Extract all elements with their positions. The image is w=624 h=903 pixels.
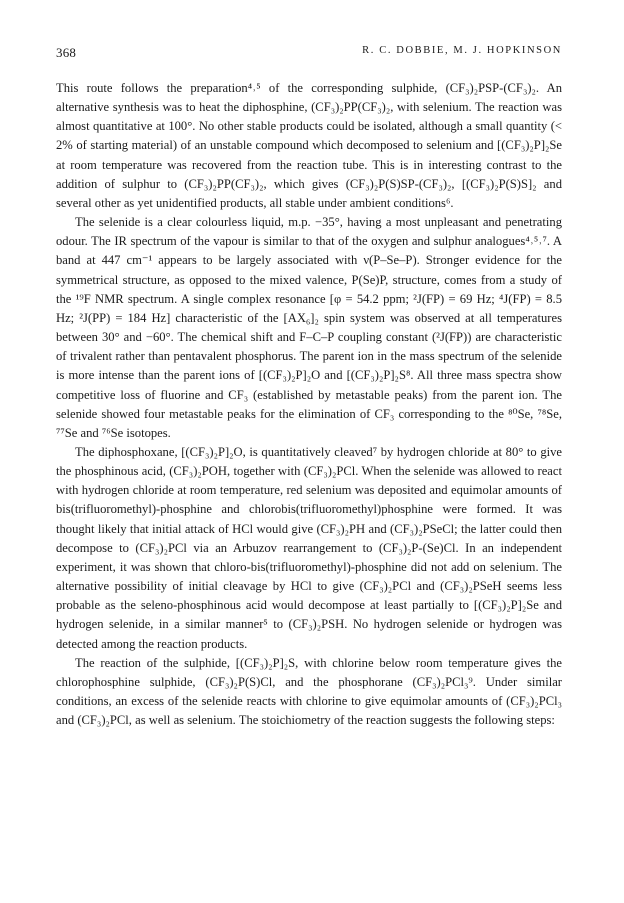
running-head-authors: R. C. DOBBIE, M. J. HOPKINSON [362,45,562,56]
paragraph-hcl-cleavage: The diphosphoxane, [(CF₃)₂P]₂O, is quantitatively cleaved⁷ by hydrogen chloride at 80° to give the phosphinous acid, (CF₃)₂POH, together with (CF₃)₂PCl. When the selenide was allowed to react with hydrogen chloride at room temperature, red selenium was deposited and equimolar amounts of bis(trifluoromethyl)-phosphine and chlorobis(trifluoromethyl)phosphine were formed. It was thought likely that initial attack of HCl would give (CF₃)₂PH and (CF₃)₂PSeCl; the latter could then decompose to (CF₃)₂PCl via an Arbuzov rearrangement to (CF₃)₂P-(Se)Cl. In an independent experiment, it was shown that chloro-bis(trifluoromethyl)-phosphine did not add on selenium. The alternative possibility of initial cleavage by HCl to give (CF₃)₂PCl and (CF₃)₂PSeH seems less probable as the seleno-phosphinous acid would decompose at least partially to [(CF₃)₂P]₂Se and hydrogen selenide, in a similar manner⁵ to (CF₃)₂PSH. No hydrogen selenide or hydrogen was detected among the reaction products. [56,444,562,651]
paragraph-synthesis: This route follows the preparation⁴˒⁵ of the corresponding sulphide, (CF₃)₂PSP-(CF₃)₂. An alternative synthesis was to heat the diphosphine, (CF₃)₂PP(CF₃)₂, with selenium. The reaction was almost quantitative at 100°. No other stable products could be isolated, although a small quantity (< 2% of starting material) of an unstable compound which decomposed to selenium and [(CF₃)₂P]₂Se at room temperature was recovered from the reaction tube. This is in interesting contrast to the addition of sulphur to (CF₃)₂PP(CF₃)₂, which gives (CF₃)₂P(S)SP-(CF₃)₂, [(CF₃)₂P(S)S]₂ and several other as yet unidentified products, all stable under ambient conditions⁶. [56,81,562,210]
page-header [56,45,562,61]
paragraph-spectroscopy: The selenide is a clear colourless liquid, m.p. −35°, having a most unpleasant and penetrating odour. The IR spectrum of the vapour is similar to that of the oxygen and sulphur analogues⁴˒⁵˒⁷. A band at 447 cm⁻¹ appears to be largely associated with ν(P–Se–P). Stronger evidence for the symmetrical structure, as opposed to the mixed valence, P(Se)P, structure, comes from a study of the ¹⁹F NMR spectrum. A single complex resonance [φ = 54.2 ppm; ²J(FP) = 69 Hz; ⁴J(FP) = 8.5 Hz; ²J(PP) = 184 Hz] characteristic of the [AX₆]₂ spin system was observed at all temperatures between 30° and −60°. The chemical shift and F–C–P coupling constant (²J(FP)) are characteristic of trivalent rather than pentavalent phosphorus. The parent ion in the mass spectrum of the selenide is more intense than the parent ions of [(CF₃)₂P]₂O and [(CF₃)₂P]₂S⁸. All three mass spectra show competitive loss of fluorine and CF₃ (established by metastable peaks) from the parent ion. The selenide showed four metastable peaks for the elimination of CF₃ corresponding to the ⁸⁰Se, ⁷⁸Se, ⁷⁷Se and ⁷⁶Se isotopes. [56,215,562,440]
paragraph-chlorination: The reaction of the sulphide, [(CF₃)₂P]₂S, with chlorine below room temperature gives the chlorophosphine sulphide, (CF₃)₂P(S)Cl, and the phosphorane (CF₃)₂PCl₃⁹. Under similar conditions, an excess of the selenide reacts with chlorine to give equimolar amounts of (CF₃)₂PCl₃ and (CF₃)₂PCl, as well as selenium. The stoichiometry of the reaction suggests the following steps: [56,655,562,728]
article-body [56,79,562,730]
page-number: 368 [56,45,77,60]
